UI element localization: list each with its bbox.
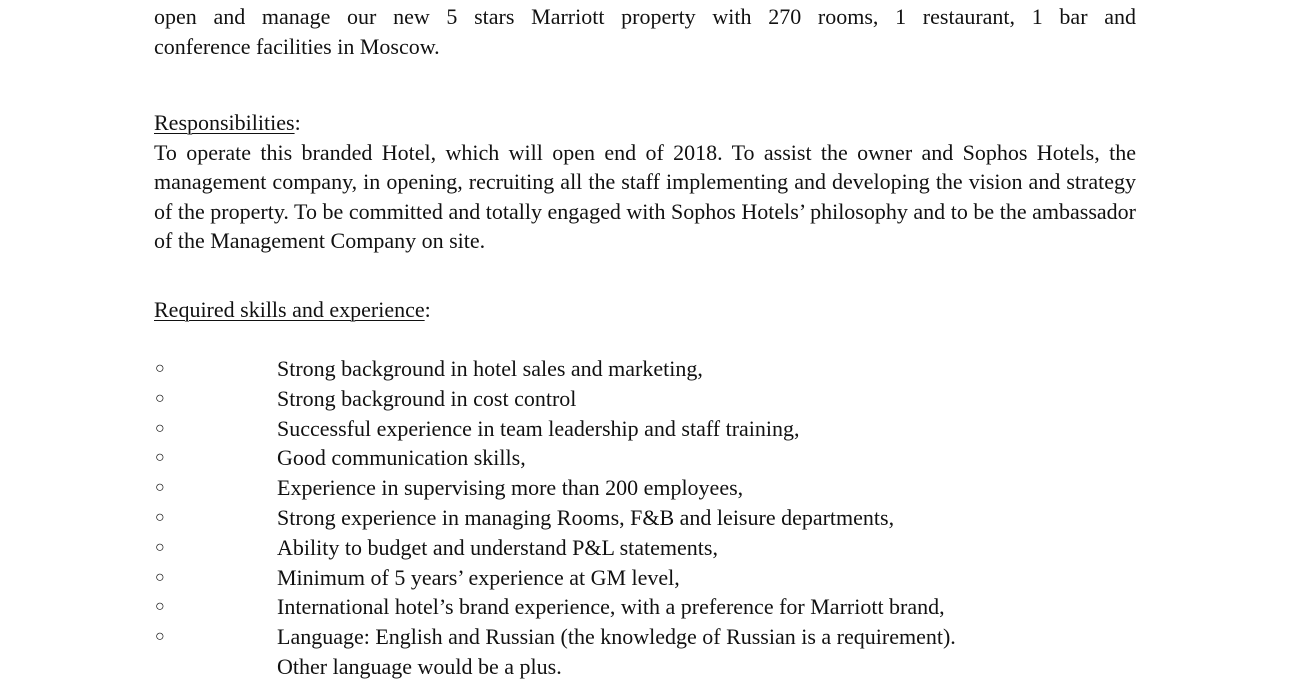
skill-item-text: Minimum of 5 years’ experience at GM level, (277, 564, 680, 590)
list-item (154, 592, 1136, 622)
document-content (154, 2, 1136, 682)
bullet-circle-icon: ○ (155, 598, 165, 616)
list-item (154, 473, 1136, 503)
skill-item-continuation: Other language would be a plus. (277, 653, 562, 679)
skill-item-text: Strong background in hotel sales and marketing, (277, 356, 703, 381)
skill-item-text: Successful experience in team leadership and staff training, (277, 415, 800, 441)
skills-heading-text: Required skills and experience (154, 296, 425, 322)
list-item (154, 503, 1136, 533)
skills-list (154, 354, 1136, 682)
intro-line-2: conference facilities in Moscow. (154, 33, 440, 59)
bullet-circle-icon: ○ (155, 360, 165, 377)
list-item (154, 354, 1136, 384)
skill-item-line: Language: English and Russian (the knowledge of Russian is a requirement). (277, 624, 956, 650)
skill-item-text: Good communication skills, (277, 445, 526, 471)
intro-paragraph (154, 2, 1136, 61)
bullet-circle-icon: ○ (155, 449, 165, 467)
list-item (154, 443, 1136, 473)
bullet-circle-icon: ○ (155, 508, 165, 526)
responsibilities-heading-text: Responsibilities (154, 110, 295, 135)
responsibilities-heading (154, 108, 1136, 138)
list-item (154, 384, 1136, 414)
list-item (154, 622, 1136, 682)
bullet-circle-icon: ○ (155, 419, 165, 437)
list-item (154, 533, 1136, 563)
skill-item-text: Ability to budget and understand P&L statements, (277, 534, 718, 560)
responsibilities-paragraph: To operate this branded Hotel, which will open end of 2018. To assist the owner and Sophos Hotels, the management company, in opening, recruiting all the staff implementing and developing the vision and strategy of the property. To be committed and totally engaged with Sophos Hotels’ philosophy and to be the ambassador of the Management Company on site. (154, 139, 1136, 253)
responsibilities-heading-colon: : (294, 110, 301, 135)
bullet-circle-icon: ○ (155, 389, 165, 407)
skill-item-text: Experience in supervising more than 200 employees, (277, 475, 744, 501)
skills-heading-colon: : (424, 296, 431, 322)
skill-item-text: Strong experience in managing Rooms, F&B and leisure departments, (277, 504, 895, 530)
bullet-circle-icon: ○ (155, 628, 165, 646)
bullet-circle-icon: ○ (155, 568, 165, 586)
list-item (154, 563, 1136, 593)
list-item (154, 414, 1136, 444)
intro-line-1: open and manage our new 5 stars Marriott property with 270 rooms, 1 restaurant, 1 bar and (154, 4, 1136, 29)
bullet-circle-icon: ○ (155, 479, 165, 497)
skill-item-text: Strong background in cost control (277, 385, 577, 411)
skill-item-text: International hotel’s brand experience, with a preference for Marriott brand, (277, 594, 945, 620)
skill-item-text (277, 622, 1136, 682)
skills-heading (154, 295, 1136, 325)
bullet-circle-icon: ○ (155, 538, 165, 556)
